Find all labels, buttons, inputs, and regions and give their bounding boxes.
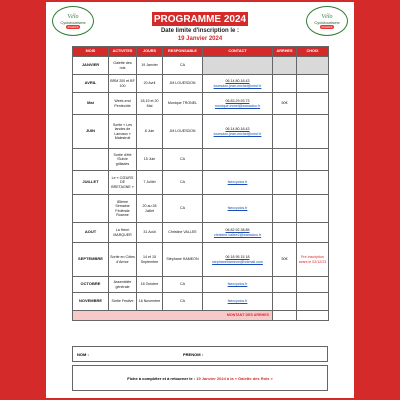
table-header-row [73, 47, 329, 57]
cell-mois: AVRIL [73, 75, 109, 93]
club-logo-left [52, 6, 94, 36]
cell-choix-checkbox[interactable] [297, 75, 329, 93]
cell-jours: 16 Novembre [137, 293, 163, 311]
cell-contact [203, 223, 273, 243]
contact-phone: 06.14.80.18.43 [225, 79, 250, 84]
page-title: PROGRAMME 2024 [153, 13, 247, 25]
logo-script-text: Vélo [321, 13, 333, 20]
cell-responsable: CA [163, 57, 203, 75]
contact-phone: 06.83.29.93.73 [225, 99, 250, 104]
cell-contact-link[interactable]: fseccyclos.fr [203, 171, 273, 195]
cell-choix-checkbox[interactable] [297, 57, 329, 75]
col-header-contact: CONTACT [203, 47, 273, 57]
cell-activite: Assemblée générale [109, 277, 137, 293]
cell-choix-checkbox[interactable] [297, 195, 329, 223]
footer-instructions [72, 365, 328, 391]
cell-choix-checkbox[interactable] [297, 93, 329, 115]
cell-jours: 31 Août [137, 223, 163, 243]
cell-jours: 14 et 15 Septembre [137, 243, 163, 277]
cell-arrhes [273, 195, 297, 223]
cell-jours: 18,19 et 20 Mai [137, 93, 163, 115]
cell-responsable: CA [163, 277, 203, 293]
col-header-activites: ACTIVITES [109, 47, 137, 57]
table-row [73, 75, 329, 93]
cell-activite: La Henri MARQUER [109, 223, 137, 243]
contact-phone: 06 18 95 15 18 [225, 255, 250, 260]
cell-responsable: CA [163, 293, 203, 311]
montant-arrhes-cell[interactable] [273, 311, 297, 321]
cell-mois: Mai [73, 93, 109, 115]
footer-text: Fiche à compléter et à retourner le : [127, 375, 196, 381]
cell-arrhes [273, 149, 297, 171]
montant-row [73, 311, 329, 321]
cell-mois: JUIN [73, 115, 109, 149]
cell-jours: 20 Avril [137, 75, 163, 93]
cell-responsable: CA [163, 171, 203, 195]
table-row [73, 223, 329, 243]
cell-jours: 20 au 28 Juillet [137, 195, 163, 223]
logo-name-text: Cyclotourisme [314, 19, 340, 25]
cell-mois: NOVEMBRE [73, 293, 109, 311]
cell-jours: 18 Octobre [137, 277, 163, 293]
logo-badge-text: PLEINS [67, 24, 79, 29]
contact-email-link[interactable]: stephanehameon@hotmail.com [212, 259, 263, 264]
contact-email-link[interactable]: louesdon.jean-michel@neuf.fr [213, 83, 262, 88]
cell-arrhes [273, 223, 297, 243]
programme-table [72, 46, 329, 321]
logo-script-text: Vélo [67, 13, 79, 20]
cell-arrhes [273, 57, 297, 75]
cell-responsable: JM LOUESDON [163, 75, 203, 93]
cell-mois [73, 149, 109, 171]
cell-mois: JANVIER [73, 57, 109, 75]
cell-contact-link[interactable]: fseccyclos.fr [203, 277, 273, 293]
name-fields [72, 346, 328, 362]
table-row [73, 195, 329, 223]
cell-mois: JUILLET [73, 171, 109, 195]
prenom-label: PRENOM : [183, 352, 203, 357]
cell-contact [203, 93, 273, 115]
cell-activite: 85ème Semaine Fédérale Roanne [109, 195, 137, 223]
cell-activite: Galette des rois [109, 57, 137, 75]
cell-responsable: Christine VALLEE [163, 223, 203, 243]
table-row [73, 277, 329, 293]
cell-choix-checkbox[interactable] [297, 115, 329, 149]
cell-choix-checkbox[interactable] [297, 223, 329, 243]
cell-contact-link[interactable]: fseccyclos.fr [203, 195, 273, 223]
cell-choix-checkbox[interactable] [297, 277, 329, 293]
contact-phone: 06.14.80.18.43 [225, 127, 250, 132]
cell-arrhes [273, 277, 297, 293]
col-header-mois: MOIS [73, 47, 109, 57]
table-row [73, 57, 329, 75]
nom-label: NOM : [77, 352, 89, 357]
cell-contact-link[interactable]: fseccyclos.fr [203, 293, 273, 311]
cell-jours: 8 Juin [137, 115, 163, 149]
cell-jours: 19 Janvier [137, 57, 163, 75]
footer-highlight: 19 Janvier 2024 à la « Galette des Rois » [196, 375, 273, 381]
deadline-label: Date limite d'inscription le : [160, 28, 240, 34]
contact-email-link[interactable]: louesdon.jean-michel@neuf.fr [213, 131, 262, 136]
cell-responsable: Stéphane HAMEON [163, 243, 203, 277]
cell-responsable: JM LOUESDON [163, 115, 203, 149]
cell-arrhes [273, 115, 297, 149]
cell-responsable: CA [163, 195, 203, 223]
cell-mois: SEPTEMBRE [73, 243, 109, 277]
cell-arrhes [273, 171, 297, 195]
table-row [73, 171, 329, 195]
cell-contact [203, 243, 273, 277]
cell-choix-checkbox[interactable] [297, 149, 329, 171]
montant-label: MONTANT DES ARRHES [73, 311, 273, 321]
logo-name-text: Cyclotourisme [60, 19, 86, 25]
table-row [73, 149, 329, 171]
cell-choix-checkbox[interactable] [297, 171, 329, 195]
cell-activite: Sortie « Les landes de Lanvaux » Malestroit [109, 115, 137, 149]
cell-activite: Le « CŒURS DE BRETAGNE » [109, 171, 137, 195]
cell-choix-checkbox[interactable] [297, 293, 329, 311]
cell-arrhes: 50€ [273, 243, 297, 277]
cell-activite: Week-end Pentecôte [109, 93, 137, 115]
cell-mois [73, 195, 109, 223]
cell-activite: Sortie Festive [109, 293, 137, 311]
cell-activite: Sortie d'été /Suivie grillades [109, 149, 137, 171]
cell-contact [203, 57, 273, 75]
logo-badge-text: PLEINS [321, 24, 333, 29]
cell-choix-note: Pré-inscription avant le 02/12/23 [297, 243, 329, 277]
table-row [73, 293, 329, 311]
montant-choix-cell [297, 311, 329, 321]
cell-contact [203, 75, 273, 93]
table-row [73, 115, 329, 149]
club-logo-right [306, 6, 348, 36]
table-row [73, 243, 329, 277]
cell-jours: 7 Juillet [137, 171, 163, 195]
col-header-arrhes: ARRHES [273, 47, 297, 57]
cell-arrhes [273, 75, 297, 93]
contact-email-link[interactable]: monique.tronel@wanadoo.fr [214, 103, 261, 108]
deadline-date: 19 Janvier 2024 [177, 36, 223, 42]
cell-activite: Sortie en Côtes d'Armor [109, 243, 137, 277]
cell-arrhes [273, 293, 297, 311]
cell-responsable: CA [163, 149, 203, 171]
table-row [73, 93, 329, 115]
cell-jours: 15 Juin [137, 149, 163, 171]
cell-responsable: Monique TRONEL [163, 93, 203, 115]
cell-mois: AOUT [73, 223, 109, 243]
cell-arrhes: 50€ [273, 93, 297, 115]
contact-phone: 06.82.92.38.85 [225, 228, 250, 233]
col-header-choix: CHOIX [297, 47, 329, 57]
cell-contact [203, 115, 273, 149]
contact-email-link[interactable]: christine.vallee2@wanadoo.fr [213, 232, 262, 237]
col-header-responsable: RESPONSABLE [163, 47, 203, 57]
cell-activite: BRM 200 et BF 100 [109, 75, 137, 93]
cell-mois: OCTOBRE [73, 277, 109, 293]
col-header-jours: JOURS [137, 47, 163, 57]
cell-contact [203, 149, 273, 171]
